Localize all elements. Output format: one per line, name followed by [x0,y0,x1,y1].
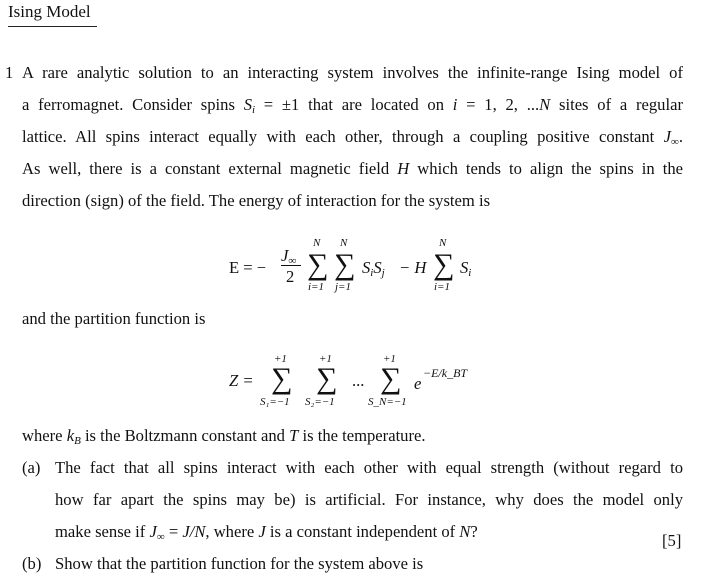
sum-upper: N [340,237,348,249]
text-line [55,490,683,510]
sum-upper: N [439,237,447,249]
sum-upper: +1 [383,353,396,365]
text-run: is a constant independent of [265,522,460,541]
text-run: a ferromagnet. Consider spins [22,95,244,114]
text-line [22,95,683,115]
text-run: ? [470,522,478,541]
math-symbol: J [258,522,266,541]
sum-lower: S₁=−1 [260,396,290,408]
math-symbol: B [74,435,81,447]
sum-icon: ∑ [307,248,329,281]
sum-icon: ∑ [433,248,455,281]
math-symbol: H [397,159,410,178]
eq-exp-base: e [414,374,422,393]
math-symbol: k [66,426,75,445]
text-line [22,191,683,211]
math-symbol: i [452,95,458,114]
math-symbol: T [289,426,299,445]
eq-lhs: E = − [229,258,267,277]
text-run: Show that the partition function for the system above is [55,554,424,573]
problem-number: 1 [5,63,14,82]
text-run: make sense if [55,522,150,541]
text-run: , where [205,522,259,541]
text-run: sites of a regular [550,95,683,114]
text-run: = [164,522,183,541]
sum-upper: +1 [319,353,332,365]
text-run: = 1, 2, ... [457,95,540,114]
math-symbol: N [459,522,471,541]
text-run: lattice. All spins interact equally with each other, through a coupling positive constant [22,127,664,146]
sum-icon: ∑ [380,362,402,395]
sum-upper: +1 [274,353,287,365]
eq-denominator: 2 [286,267,295,286]
eq-field-term: − H [399,258,427,277]
text-line [55,522,683,547]
sum-lower: S_N=−1 [368,396,407,408]
text-run: As well, there is a constant external magnetic field [22,159,398,178]
text-run: where [22,426,67,445]
where-line [22,426,683,451]
math-symbol: J/N [182,522,206,541]
part-b-label: (b) [22,554,42,573]
math-symbol: i [251,104,256,115]
eq-lhs: Z = [229,371,254,390]
fraction-bar [281,265,301,266]
text-run: which tends to align the spins in the [409,159,683,178]
sum-upper: N [313,237,321,249]
part-a-label: (a) [22,458,41,477]
text-run: how far apart the spins may be) is artificial. For instance, why does the model only [55,490,683,509]
text-line [22,127,683,147]
math-symbol: N [539,95,551,114]
sum-icon: ∑ [271,362,293,395]
text-run: direction (sign) of the field. The energy of interaction for the system is [22,191,491,210]
eq-dots: ... [352,371,365,390]
math-symbol: ∞ [671,136,679,147]
math-symbol: ∞ [156,531,165,543]
eq-term2: $S_i$ [460,258,472,279]
section-title: Ising Model [8,2,97,27]
sum-icon: ∑ [316,362,338,395]
sum-lower: S₂=−1 [305,396,335,408]
text-run: is the temperature. [298,426,426,445]
math-symbol: S [243,95,252,114]
sum-lower: i=1 [308,281,324,293]
text-line [55,554,683,574]
marks: [5] [662,531,682,550]
text-run: The fact that all spins interact with each other with equal strength (without regard to [55,458,683,477]
text-line [55,458,683,478]
sum-icon: ∑ [334,248,356,281]
math-symbol: J [663,127,671,146]
text-line [22,63,683,83]
text-run: is the Boltzmann constant and [80,426,290,445]
math-symbol: J [149,522,157,541]
partition-intro: and the partition function is [22,309,206,328]
eq-exponent: −E/k_BT [423,366,468,380]
text-run: . [678,127,683,146]
text-run: = ±1 that are located on [255,95,453,114]
sum-lower: i=1 [434,281,450,293]
eq-term1: $S_iS_j$ [362,258,385,279]
sum-lower: j=1 [335,281,351,293]
text-line [22,159,683,179]
text-run: A rare analytic solution to an interacting system involves the infinite-range Ising model of [22,63,683,82]
eq-coupling: $J_\infty$ [281,246,297,267]
